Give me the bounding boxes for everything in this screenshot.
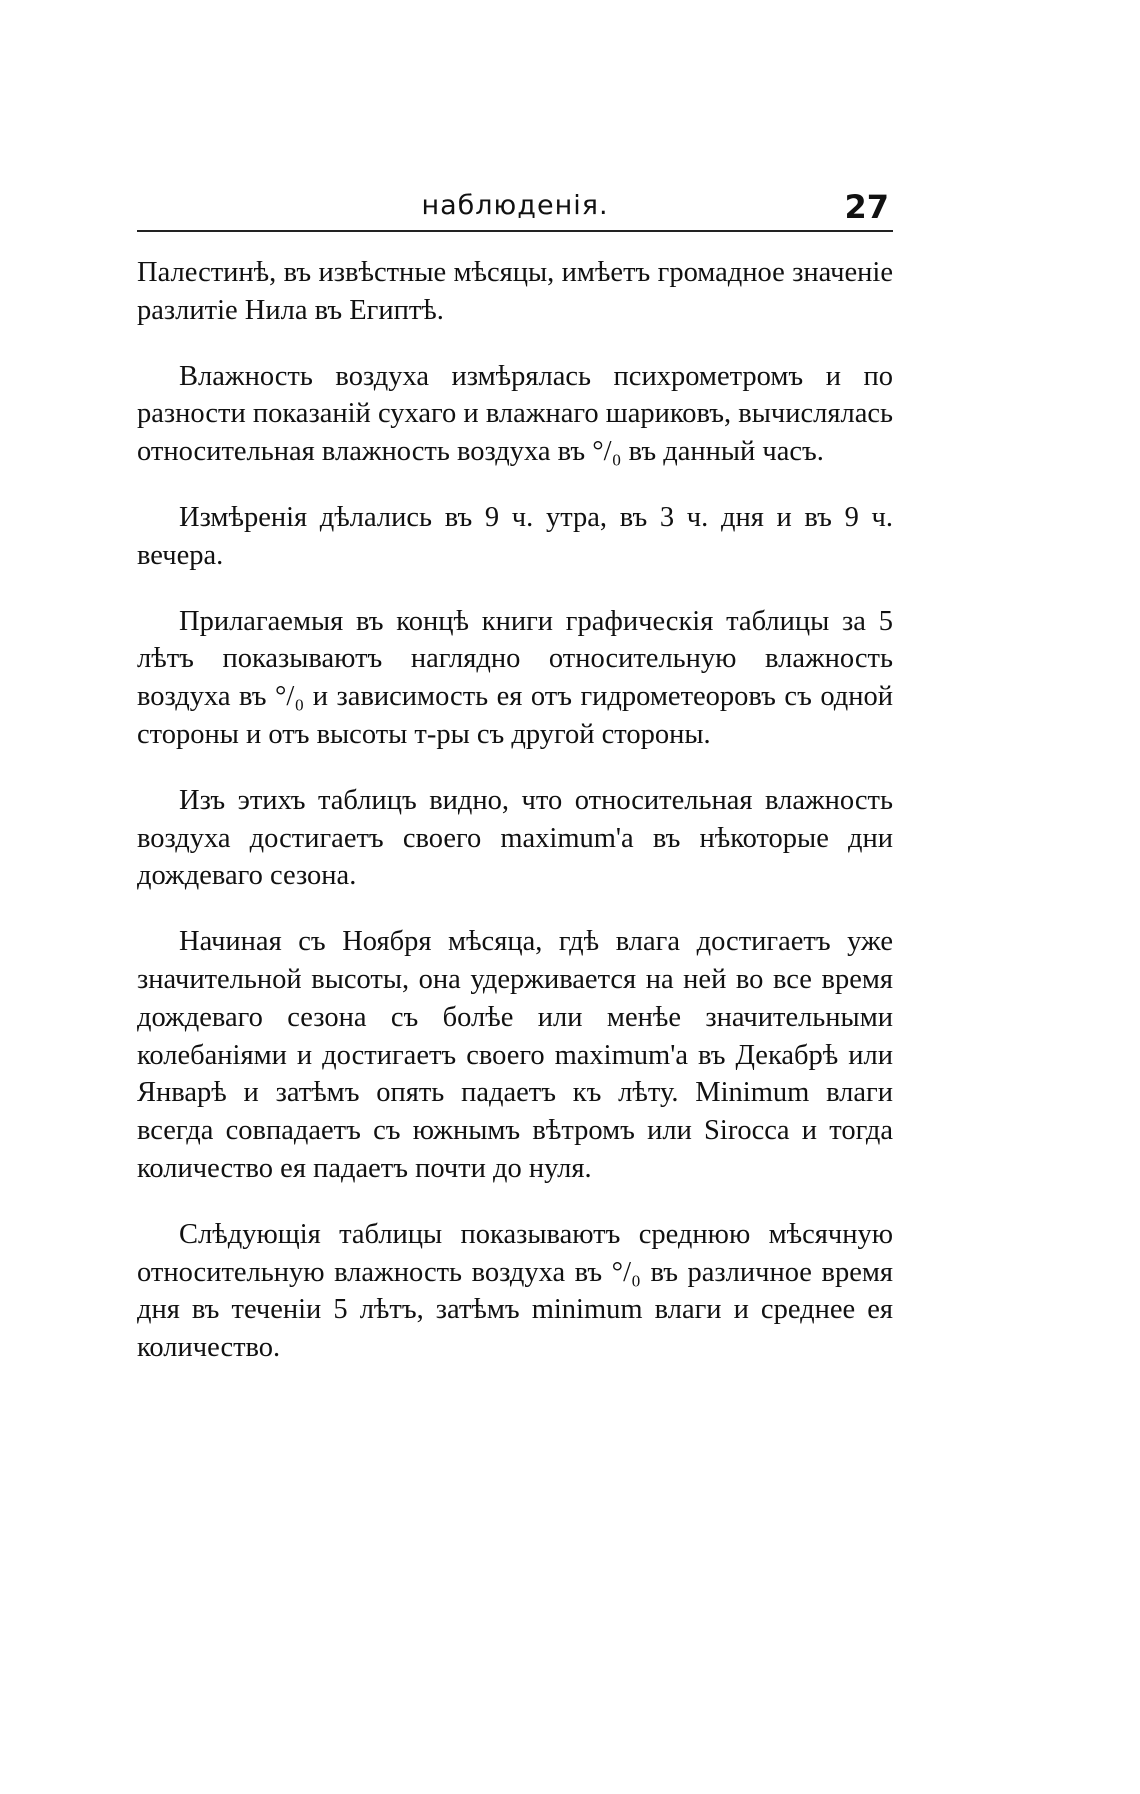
paragraph-7: Слѣдующія таблицы показываютъ среднюю мѣсячную относительную влажность воздуха въ °/₀ въ различное время дня въ теченіи 5 лѣтъ, затѣмъ minimum влаги и среднее ея количество. (137, 1218, 893, 1364)
page-number: 27 (844, 188, 889, 226)
header-rule (137, 230, 893, 232)
paragraph-5: Изъ этихъ таблицъ видно, что относительная влажность воздуха достигаетъ своего maximum'а въ нѣкоторые дни дождеваго сезона. (137, 784, 893, 892)
running-title: наблюденія. (421, 190, 609, 221)
paragraph-3: Измѣренія дѣлались въ 9 ч. утра, въ 3 ч. дня и въ 9 ч. вечера. (137, 501, 893, 571)
body-text (137, 254, 893, 1367)
page-header (137, 190, 893, 230)
paragraph-2: Влажность воздуха измѣрялась психрометромъ и по разности показаній сухаго и влажнаго шариковъ, вычислялась относительная влажность воздуха въ °/₀ въ данный часъ. (137, 360, 893, 468)
paragraph-1: Палестинѣ, въ извѣстные мѣсяцы, имѣетъ громадное значеніе разлитіе Нила въ Египтѣ. (137, 257, 893, 326)
book-page (137, 190, 893, 1367)
paragraph-6: Начиная съ Ноября мѣсяца, гдѣ влага достигаетъ уже значительной высоты, она удерживается на ней во все время дождеваго сезона съ болѣе или менѣе значительными колебаніями и достигаетъ своего maximum'а въ Декабрѣ или Январѣ и затѣмъ опять падаетъ къ лѣту. Minimum влаги всегда совпадаетъ съ южнымъ вѣтромъ или Sirocca и тогда количество ея падаетъ почти до нуля. (137, 926, 893, 1184)
paragraph-4: Прилагаемыя въ концѣ книги графическія таблицы за 5 лѣтъ показываютъ наглядно относительную влажность воздуха въ °/₀ и зависимость ея отъ гидрометеоровъ съ одной стороны и отъ высоты т-ры съ другой стороны. (137, 605, 893, 750)
